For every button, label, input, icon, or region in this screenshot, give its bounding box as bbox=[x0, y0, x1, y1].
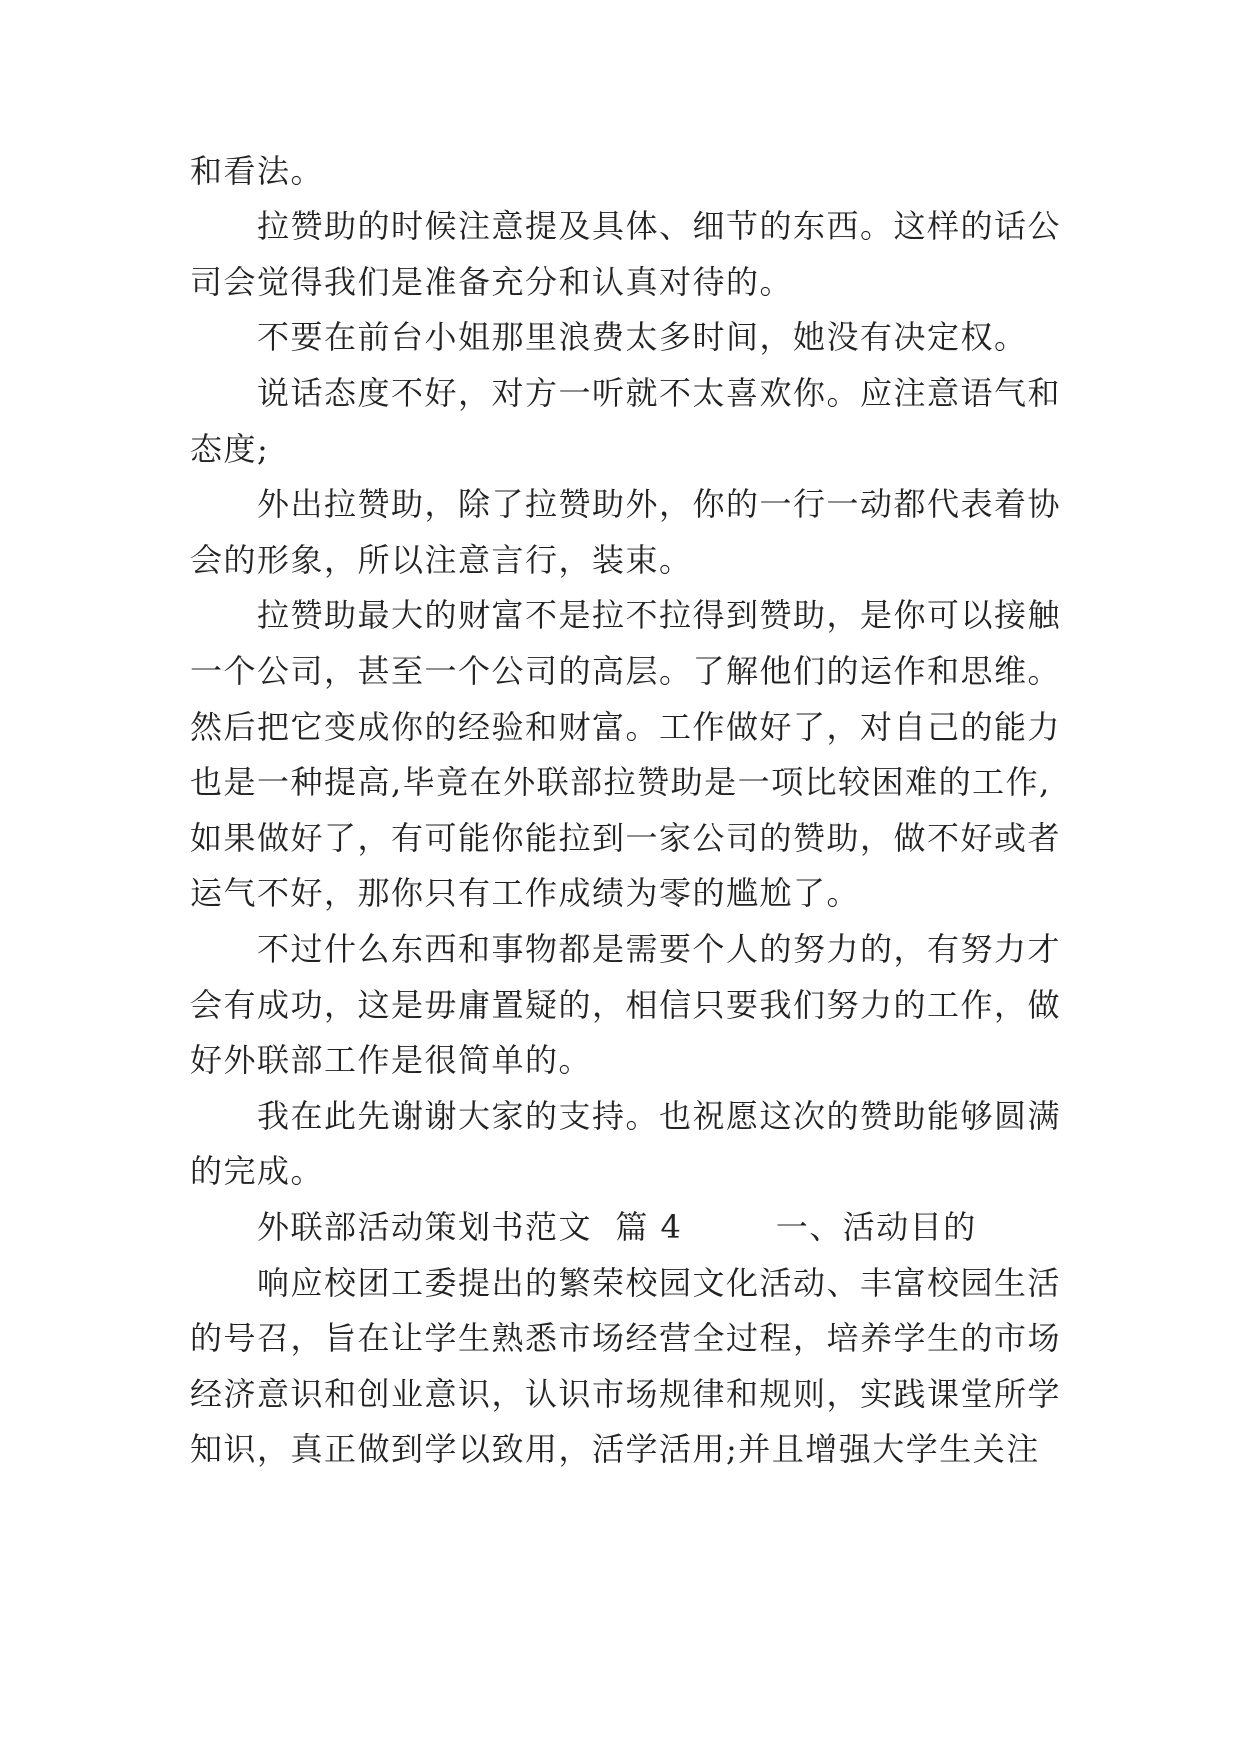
section-heading-line: 外联部活动策划书范文 篇 4 一、活动目的 bbox=[257, 1208, 977, 1246]
text-line: 知识，真正做到学以致用，活学活用;并且增强大学生关注 bbox=[190, 1430, 1040, 1468]
paragraph-line: 响应校团工委提出的繁荣校园文化活动、丰富校园生活 bbox=[257, 1264, 1062, 1302]
paragraph-line: 不要在前台小姐那里浪费太多时间，她没有决定权。 bbox=[257, 318, 1028, 356]
paragraph-line: 拉赞助最大的财富不是拉不拉得到赞助，是你可以接触 bbox=[257, 596, 1062, 634]
text-line: 好外联部工作是很简单的。 bbox=[190, 1041, 593, 1079]
paragraph-line: 不过什么东西和事物都是需要个人的努力的，有努力才 bbox=[257, 930, 1062, 968]
paragraph-line: 我在此先谢谢大家的支持。也祝愿这次的赞助能够圆满 bbox=[257, 1097, 1062, 1135]
paragraph-line: 外出拉赞助，除了拉赞助外，你的一行一动都代表着协 bbox=[257, 485, 1062, 523]
text-line: 司会觉得我们是准备充分和认真对待的。 bbox=[190, 263, 794, 301]
text-line: 会的形象，所以注意言行，装束。 bbox=[190, 541, 693, 579]
text-line: 会有成功，这是毋庸置疑的，相信只要我们努力的工作，做 bbox=[190, 986, 1062, 1024]
paragraph-line: 说话态度不好，对方一听就不太喜欢你。应注意语气和 bbox=[257, 374, 1062, 412]
text-line: 态度; bbox=[190, 430, 270, 468]
paragraph-line: 拉赞助的时候注意提及具体、细节的东西。这样的话公 bbox=[257, 207, 1062, 245]
text-line: 一个公司，甚至一个公司的高层。了解他们的运作和思维。 bbox=[190, 652, 1062, 690]
text-line: 运气不好，那你只有工作成绩为零的尴尬了。 bbox=[190, 874, 861, 912]
text-line: 和看法。 bbox=[190, 152, 325, 190]
text-line: 也是一种提高,毕竟在外联部拉赞助是一项比较困难的工作, bbox=[190, 763, 1051, 801]
text-line: 经济意识和创业意识，认识市场规律和规则，实践课堂所学 bbox=[190, 1375, 1062, 1413]
text-line: 的号召，旨在让学生熟悉市场经营全过程，培养学生的市场 bbox=[190, 1319, 1062, 1357]
text-line: 如果做好了，有可能你能拉到一家公司的赞助，做不好或者 bbox=[190, 819, 1062, 857]
text-line: 然后把它变成你的经验和财富。工作做好了，对自己的能力 bbox=[190, 708, 1062, 746]
text-line: 的完成。 bbox=[190, 1152, 325, 1190]
